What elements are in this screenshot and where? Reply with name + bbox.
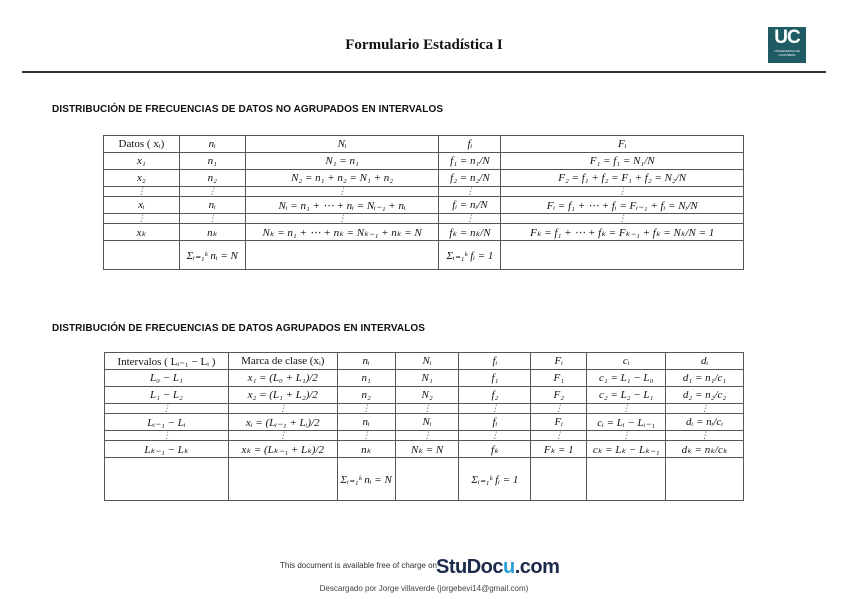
page-title: Formulario Estadística I	[345, 37, 503, 53]
table-cell: xₖ	[104, 224, 180, 241]
ungrouped-frequency-table	[103, 135, 744, 270]
brand-part-b: u	[503, 556, 515, 578]
download-attribution: Descargado por Jorge villaverde (jorgebevi14@gmail.com)	[319, 584, 529, 593]
table-cell	[228, 458, 337, 501]
column-header: Nᵢ	[395, 353, 459, 370]
table-cell: dᵢ = nᵢ/cᵢ	[666, 414, 744, 431]
table-cell: nᵢ	[179, 197, 245, 214]
table-cell: d₁ = n₁/c₁	[666, 370, 744, 387]
table-cell: nₖ	[337, 441, 395, 458]
column-header: cᵢ	[587, 353, 666, 370]
table-cell: f₁	[459, 370, 531, 387]
table-cell: Nₖ = N	[395, 441, 459, 458]
table-cell: n₁	[179, 153, 245, 170]
table-cell: ⋮	[245, 187, 439, 197]
table-cell: ⋮	[104, 214, 180, 224]
table-cell: ⋮	[228, 431, 337, 441]
table-row	[105, 387, 744, 404]
table-cell: ⋮	[666, 404, 744, 414]
table-cell: ⋮	[179, 187, 245, 197]
table-cell: n₁	[337, 370, 395, 387]
table-cell: ⋮	[395, 404, 459, 414]
table-cell: ⋮	[228, 404, 337, 414]
table-cell: Nᵢ = n₁ + ⋯ + nᵢ = Nᵢ₋₁ + nᵢ	[245, 197, 439, 214]
table-cell: fₖ = nₖ/N	[439, 224, 501, 241]
table-cell: xᵢ	[104, 197, 180, 214]
table-cell: N₁ = n₁	[245, 153, 439, 170]
table-cell: ⋮	[104, 187, 180, 197]
table-cell: Fₖ = f₁ + ⋯ + fₖ = Fₖ₋₁ + fₖ = Nₖ/N = 1	[501, 224, 744, 241]
table-row	[104, 153, 744, 170]
table-row	[105, 441, 744, 458]
table-cell	[587, 458, 666, 501]
table-cell: ⋮	[501, 214, 744, 224]
table-row	[104, 214, 744, 224]
table-row	[104, 224, 744, 241]
column-header: Fᵢ	[501, 136, 744, 153]
table-cell: x₂ = (L₁ + L₂)/2	[228, 387, 337, 404]
table-header-row	[104, 136, 744, 153]
table-cell: ⋮	[245, 214, 439, 224]
table-cell: fᵢ	[459, 414, 531, 431]
table-cell: L₁ − L₂	[105, 387, 229, 404]
table-cell: c₁ = L₁ − L₀	[587, 370, 666, 387]
table-row	[104, 241, 744, 270]
table-cell: Fᵢ	[531, 414, 587, 431]
logo-subtext: UNIVERSIDAD DE CANTABRIA	[774, 49, 800, 57]
table-cell	[395, 458, 459, 501]
column-header: Nᵢ	[245, 136, 439, 153]
logo-text: UC	[774, 27, 800, 48]
section1-heading: DISTRIBUCIÓN DE FRECUENCIAS DE DATOS NO AGRUPADOS EN INTERVALOS	[52, 104, 444, 115]
table-cell: ⋮	[587, 404, 666, 414]
table-cell: cᵢ = Lᵢ − Lᵢ₋₁	[587, 414, 666, 431]
table-cell: F₁ = f₁ = N₁/N	[501, 153, 744, 170]
table-cell: f₁ = n₁/N	[439, 153, 501, 170]
table-cell: ⋮	[531, 431, 587, 441]
table-cell: N₁	[395, 370, 459, 387]
table-cell: ⋮	[337, 404, 395, 414]
table-row	[104, 187, 744, 197]
table-cell: Σᵢ₌₁ᵏ fᵢ = 1	[439, 241, 501, 270]
table-row	[104, 197, 744, 214]
column-header: Intervalos ( Lᵢ₋₁ − Lᵢ )	[105, 353, 229, 370]
table-cell: nₖ	[179, 224, 245, 241]
column-header: nᵢ	[179, 136, 245, 153]
table-cell: Σᵢ₌₁ᵏ nᵢ = N	[337, 458, 395, 501]
table-cell: F₁	[531, 370, 587, 387]
table-cell: ⋮	[439, 187, 501, 197]
table-cell: ⋮	[337, 431, 395, 441]
table-row	[105, 458, 744, 501]
table-cell: nᵢ	[337, 414, 395, 431]
table-cell	[104, 241, 180, 270]
header-divider	[22, 71, 826, 73]
availability-note: This document is available free of charge on	[280, 561, 437, 570]
table-cell: ⋮	[459, 431, 531, 441]
table-cell: ⋮	[395, 431, 459, 441]
table-cell: n₂	[179, 170, 245, 187]
table-row	[105, 431, 744, 441]
table-cell: F₂ = f₁ + f₂ = F₁ + f₂ = N₂/N	[501, 170, 744, 187]
table-cell: cₖ = Lₖ − Lₖ₋₁	[587, 441, 666, 458]
table-row	[105, 404, 744, 414]
table-cell: F₂	[531, 387, 587, 404]
column-header: dᵢ	[666, 353, 744, 370]
table-cell: ⋮	[105, 431, 229, 441]
table-row	[105, 370, 744, 387]
table-cell	[245, 241, 439, 270]
table-cell: ⋮	[501, 187, 744, 197]
table-cell: d₂ = n₂/c₂	[666, 387, 744, 404]
table-cell: Fₖ = 1	[531, 441, 587, 458]
table-cell	[666, 458, 744, 501]
table-cell: x₁	[104, 153, 180, 170]
table-header-row	[105, 353, 744, 370]
table-cell: ⋮	[179, 214, 245, 224]
table-cell: Σᵢ₌₁ᵏ nᵢ = N	[179, 241, 245, 270]
column-header: fᵢ	[459, 353, 531, 370]
column-header: Datos ( xᵢ)	[104, 136, 180, 153]
table-cell: N₂	[395, 387, 459, 404]
table-cell: Lᵢ₋₁ − Lᵢ	[105, 414, 229, 431]
table-cell: Lₖ₋₁ − Lₖ	[105, 441, 229, 458]
table-cell: fᵢ = nᵢ/N	[439, 197, 501, 214]
column-header: Fᵢ	[531, 353, 587, 370]
table-cell: ⋮	[587, 431, 666, 441]
table-row	[105, 414, 744, 431]
column-header: Marca de clase (xᵢ)	[228, 353, 337, 370]
brand-part-c: .com	[514, 556, 560, 578]
table-cell	[105, 458, 229, 501]
section2-heading: DISTRIBUCIÓN DE FRECUENCIAS DE DATOS AGRUPADOS EN INTERVALOS	[52, 323, 426, 334]
table-cell: ⋮	[459, 404, 531, 414]
table-cell: Fᵢ = f₁ + ⋯ + fᵢ = Fᵢ₋₁ + fᵢ = Nᵢ/N	[501, 197, 744, 214]
table-cell: Nₖ = n₁ + ⋯ + nₖ = Nₖ₋₁ + nₖ = N	[245, 224, 439, 241]
studocu-link[interactable]	[436, 556, 559, 579]
table-row	[104, 170, 744, 187]
table-cell: L₀ − L₁	[105, 370, 229, 387]
table-cell: ⋮	[439, 214, 501, 224]
brand-part-a: StuDoc	[436, 556, 503, 578]
table-cell	[501, 241, 744, 270]
column-header: fᵢ	[439, 136, 501, 153]
table-cell: ⋮	[531, 404, 587, 414]
grouped-frequency-table	[104, 352, 744, 501]
table-cell: Σᵢ₌₁ᵏ fᵢ = 1	[459, 458, 531, 501]
table-cell: n₂	[337, 387, 395, 404]
column-header: nᵢ	[337, 353, 395, 370]
table-cell: ⋮	[666, 431, 744, 441]
table-cell: xᵢ = (Lᵢ₋₁ + Lᵢ)/2	[228, 414, 337, 431]
table-cell	[531, 458, 587, 501]
table-cell: Nᵢ	[395, 414, 459, 431]
table-cell: x₂	[104, 170, 180, 187]
table-cell: c₂ = L₂ − L₁	[587, 387, 666, 404]
table-cell: N₂ = n₁ + n₂ = N₁ + n₂	[245, 170, 439, 187]
table-cell: ⋮	[105, 404, 229, 414]
table-cell: fₖ	[459, 441, 531, 458]
table-cell: x₁ = (L₀ + L₁)/2	[228, 370, 337, 387]
table-cell: f₂	[459, 387, 531, 404]
table-cell: xₖ = (Lₖ₋₁ + Lₖ)/2	[228, 441, 337, 458]
table-cell: dₖ = nₖ/cₖ	[666, 441, 744, 458]
uc-logo	[768, 27, 806, 63]
table-cell: f₂ = n₂/N	[439, 170, 501, 187]
